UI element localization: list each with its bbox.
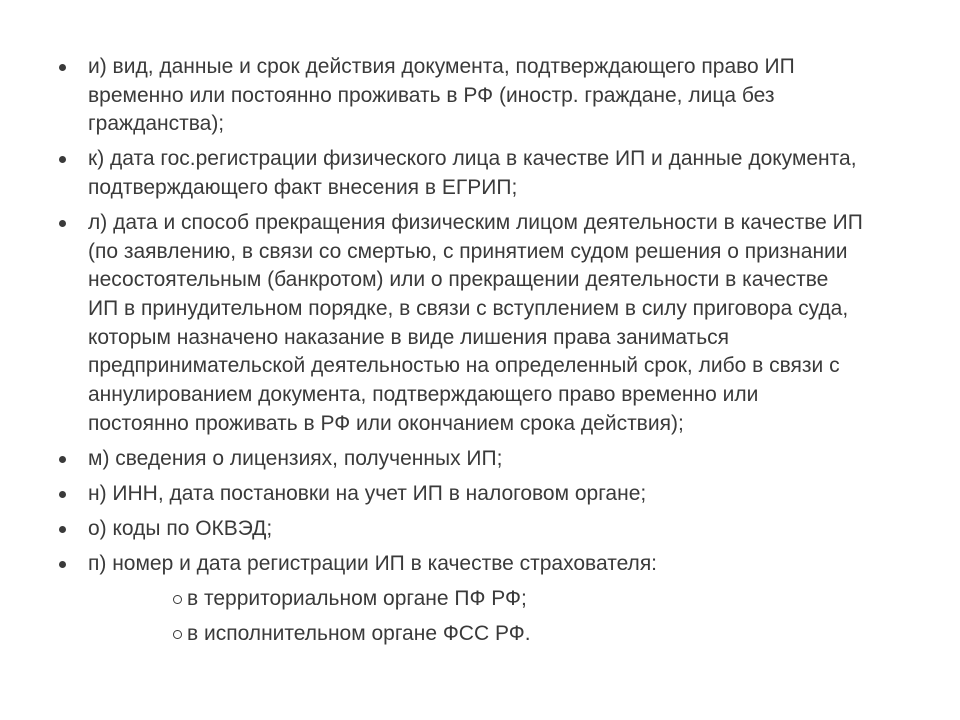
bullet-icon — [59, 561, 66, 568]
list-item-k — [0, 145, 960, 202]
bullet-icon — [59, 456, 66, 463]
item-text-line: временно или постоянно проживать в РФ (иностр. граждане, лица без — [88, 83, 775, 107]
item-text-line: л) дата и способ прекращения физическим лицом деятельности в качестве ИП — [88, 211, 863, 235]
item-text-line: постоянно проживать в РФ или окончанием срока действия); — [88, 411, 684, 435]
hollow-circle-bullet-icon — [173, 630, 182, 640]
bullet-icon — [59, 220, 66, 227]
bullet-icon — [59, 526, 66, 533]
item-text-line: подтверждающего факт внесения в ЕГРИП; — [88, 176, 518, 200]
item-text-line: п) номер и дата регистрации ИП в качестве страхователя: — [88, 551, 658, 575]
item-text-line: ИП в принудительном порядке, в связи с вступлением в силу приговора суда, — [88, 297, 849, 321]
bullet-list — [0, 53, 960, 648]
item-text-line: (по заявлению, в связи со смертью, с принятием судом решения о признании — [88, 239, 848, 263]
list-item-p — [0, 550, 960, 649]
bullet-icon — [59, 491, 66, 498]
sub-list-item — [88, 585, 960, 614]
hollow-circle-bullet-icon — [173, 595, 182, 605]
item-text-line: м) сведения о лицензиях, полученных ИП; — [88, 446, 503, 470]
item-text-line: аннулированием документа, подтверждающего право временно или — [88, 383, 759, 407]
item-text-line: гражданства); — [88, 112, 225, 136]
list-item-o — [0, 515, 960, 544]
bullet-icon — [59, 156, 66, 163]
sub-item-text: в территориальном органе ПФ РФ; — [187, 586, 527, 610]
list-item-m — [0, 445, 960, 474]
list-item-n — [0, 480, 960, 509]
item-text-line: несостоятельным (банкротом) или о прекращении деятельности в качестве — [88, 268, 829, 292]
item-text-line: н) ИНН, дата постановки на учет ИП в налоговом органе; — [88, 481, 647, 505]
item-text-line: предпринимательской деятельностью на определенный срок, либо в связи с — [88, 354, 840, 378]
sub-item-text: в исполнительном органе ФСС РФ. — [187, 621, 531, 645]
item-text-line: о) коды по ОКВЭД; — [88, 516, 273, 540]
item-text-line: к) дата гос.регистрации физического лица в качестве ИП и данные документа, — [88, 147, 857, 171]
bullet-icon — [59, 64, 66, 71]
item-text-line: которым назначено наказание в виде лишения права заниматься — [88, 325, 730, 349]
list-item-l — [0, 209, 960, 439]
item-text-line: и) вид, данные и срок действия документа, подтверждающего право ИП — [88, 55, 795, 78]
list-item-i — [0, 53, 960, 139]
sub-list — [88, 585, 960, 649]
sub-list-item — [88, 620, 960, 649]
